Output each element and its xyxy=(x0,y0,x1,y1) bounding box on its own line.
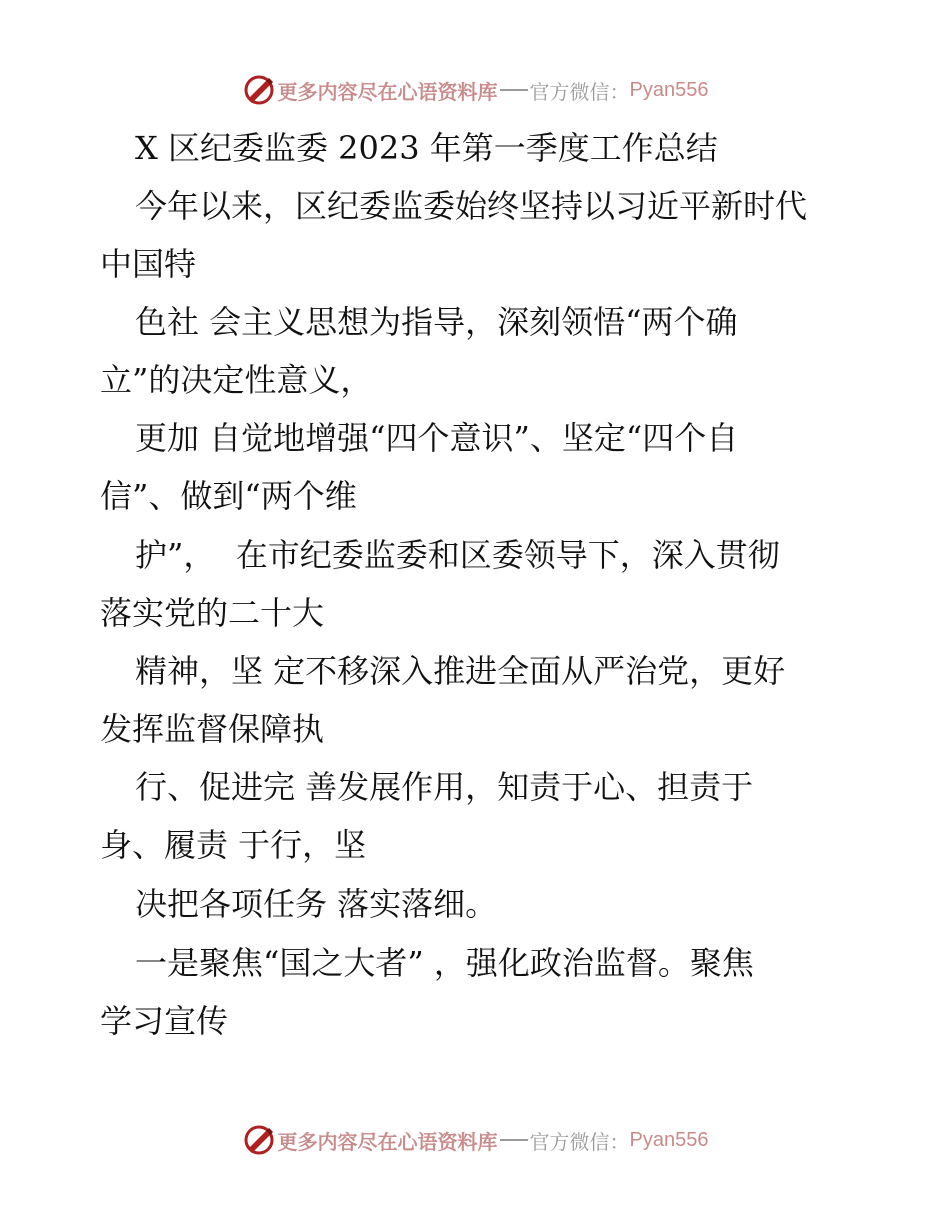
paragraph-line: 身、履责 于行，坚 xyxy=(100,826,367,864)
paragraph-line: 学习宣传 xyxy=(100,1002,229,1040)
paragraph-line: 决把各项任务 落实落细。 xyxy=(135,885,498,923)
paragraph-line: 精神，坚 定不移深入推进全面从严治党，更好 xyxy=(135,652,786,690)
paragraph-line: 立”的决定性意义， xyxy=(100,361,373,399)
banner-dash xyxy=(500,1139,528,1141)
document-title: X 区纪委监委 2023 年第一季度工作总结 xyxy=(135,129,718,167)
footer-banner xyxy=(0,1120,950,1160)
paragraph-line: 落实党的二十大 xyxy=(100,594,325,632)
paragraph-line: 信”、做到“两个维 xyxy=(100,477,357,515)
pen-logo-icon xyxy=(242,73,276,107)
banner-dash xyxy=(500,89,528,91)
banner-official-label: 官方微信： xyxy=(529,79,630,104)
paragraph-line: 色社 会主义思想为指导，深刻领悟“两个确 xyxy=(135,303,738,341)
paragraph-line: 行、促进完 善发展作用，知责于心、担责于 xyxy=(135,768,754,806)
paragraph-line: 发挥监督保障执 xyxy=(100,710,325,748)
banner-official-label: 官方微信： xyxy=(529,1129,630,1154)
paragraph-line: 一是聚焦“国之大者” ，强化政治监督。聚焦 xyxy=(135,944,754,982)
header-banner xyxy=(0,70,950,110)
paragraph-line: 更加 自觉地增强“四个意识”、坚定“四个自 xyxy=(135,419,739,457)
banner-brand-text: 更多内容尽在心语资料库 xyxy=(277,79,498,104)
banner-wechat-id: Pyan556 xyxy=(629,78,709,101)
paragraph-line: 今年以来，区纪委监委始终坚持以习近平新时代 xyxy=(135,187,808,225)
paragraph-line: 中国特 xyxy=(100,245,197,283)
banner-brand-text: 更多内容尽在心语资料库 xyxy=(277,1129,498,1154)
banner-wechat-id: Pyan556 xyxy=(629,1128,709,1151)
pen-logo-icon xyxy=(242,1123,276,1157)
paragraph-line: 护”， 在市纪委监委和区委领导下，深入贯彻 xyxy=(135,536,780,574)
